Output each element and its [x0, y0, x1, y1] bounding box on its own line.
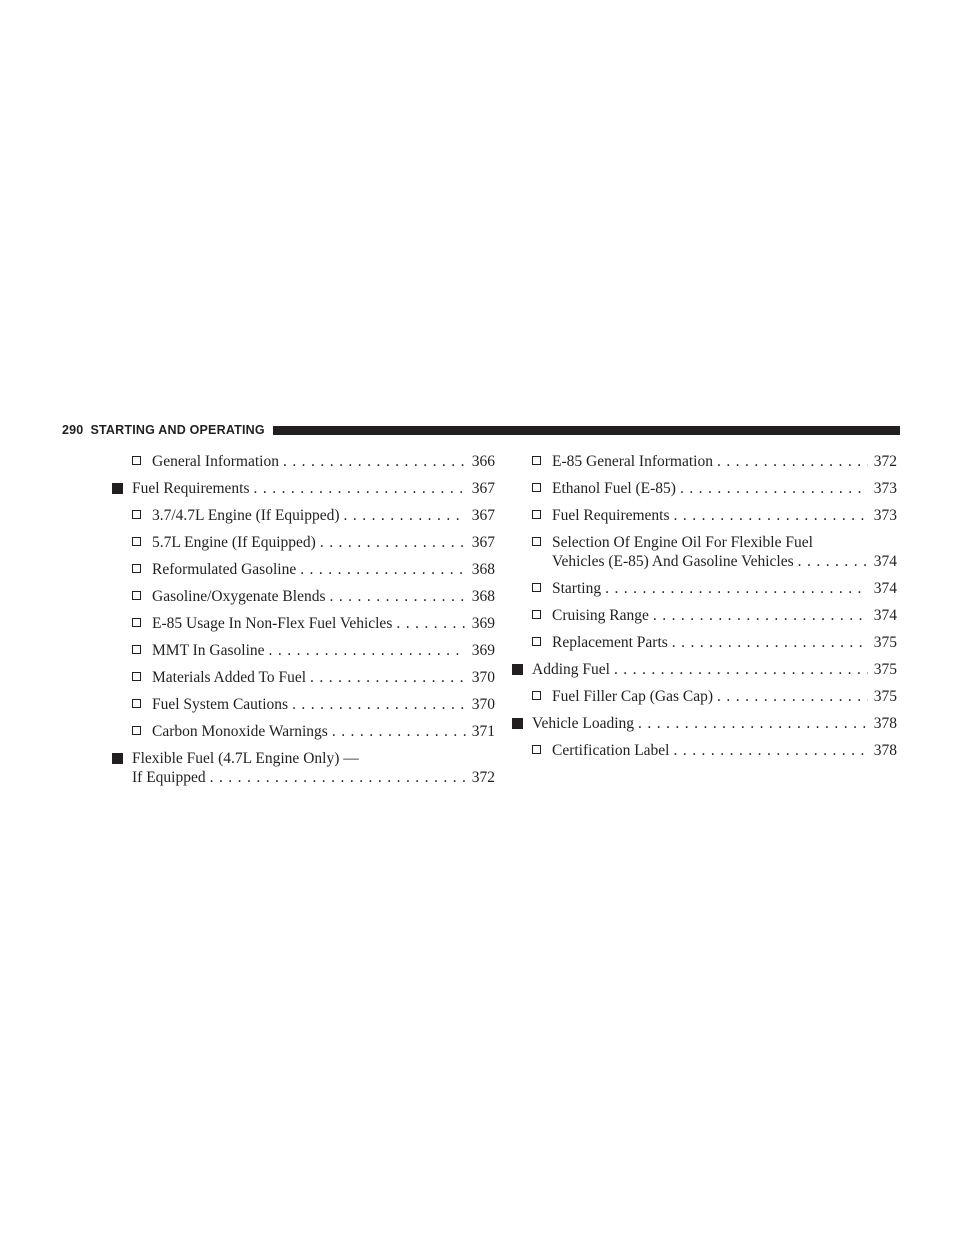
- dot-leader: [614, 660, 868, 679]
- open-square-bullet-icon: [132, 645, 141, 654]
- toc-subsection-entry[interactable]: [132, 506, 495, 525]
- toc-subsection-entry[interactable]: [132, 641, 495, 660]
- dot-leader: [292, 695, 466, 714]
- toc-subsection-entry[interactable]: [132, 560, 495, 579]
- toc-column-left: [112, 452, 495, 795]
- toc-entry-page-number: 367: [471, 480, 495, 497]
- toc-entry-label: 5.7L Engine (If Equipped): [152, 534, 316, 551]
- dot-leader: [674, 506, 868, 525]
- toc-section-entry[interactable]: [512, 660, 897, 679]
- toc-section-entry[interactable]: [112, 479, 495, 498]
- toc-entry-label: Materials Added To Fuel: [152, 669, 307, 686]
- open-square-bullet-icon: [132, 510, 141, 519]
- toc-section-entry[interactable]: [112, 749, 495, 787]
- toc-entry-label: Certification Label: [552, 742, 670, 759]
- toc-entry-label: General Information: [152, 453, 279, 470]
- toc-subsection-entry[interactable]: [532, 606, 897, 625]
- dot-leader: [674, 741, 868, 760]
- toc-entry-label: Cruising Range: [552, 607, 649, 624]
- open-square-bullet-icon: [532, 610, 541, 619]
- toc-subsection-entry[interactable]: [132, 533, 495, 552]
- open-square-bullet-icon: [132, 564, 141, 573]
- toc-entry-page-number: 378: [873, 742, 897, 759]
- toc-subsection-entry[interactable]: [532, 741, 897, 760]
- toc-entry-page-number: 375: [873, 688, 897, 705]
- dot-leader: [798, 552, 868, 571]
- dot-leader: [269, 641, 466, 660]
- toc-subsection-entry[interactable]: [132, 452, 495, 471]
- toc-subsection-entry[interactable]: [532, 579, 897, 598]
- toc-entry-page-number: 369: [471, 642, 495, 659]
- open-square-bullet-icon: [532, 537, 541, 546]
- toc-entry-page-number: 373: [873, 507, 897, 524]
- dot-leader: [638, 714, 868, 733]
- toc-entry-label: Fuel Requirements: [132, 480, 250, 497]
- dot-leader: [344, 506, 466, 525]
- toc-entry-page-number: 367: [471, 507, 495, 524]
- filled-square-bullet-icon: [112, 753, 123, 764]
- toc-subsection-entry[interactable]: [532, 506, 897, 525]
- filled-square-bullet-icon: [512, 718, 523, 729]
- toc-entry-page-number: 378: [873, 715, 897, 732]
- toc-subsection-entry[interactable]: [132, 587, 495, 606]
- dot-leader: [300, 560, 466, 579]
- dot-leader: [396, 614, 465, 633]
- toc-entry-page-number: 370: [471, 669, 495, 686]
- toc-entry-page-number: 373: [873, 480, 897, 497]
- open-square-bullet-icon: [532, 637, 541, 646]
- open-square-bullet-icon: [532, 510, 541, 519]
- toc-subsection-entry[interactable]: [132, 695, 495, 714]
- header-rule: [273, 426, 900, 435]
- toc-subsection-entry[interactable]: [532, 533, 897, 571]
- toc-entry-label: Fuel System Cautions: [152, 696, 289, 713]
- toc-entry-page-number: 368: [471, 588, 495, 605]
- toc-entry-label: Fuel Filler Cap (Gas Cap): [552, 688, 714, 705]
- toc-entry-label: E-85 Usage In Non-Flex Fuel Vehicles: [152, 615, 393, 632]
- open-square-bullet-icon: [132, 672, 141, 681]
- open-square-bullet-icon: [132, 726, 141, 735]
- filled-square-bullet-icon: [112, 483, 123, 494]
- dot-leader: [210, 768, 466, 787]
- dot-leader: [680, 479, 868, 498]
- toc-entry-page-number: 374: [873, 553, 897, 570]
- open-square-bullet-icon: [532, 483, 541, 492]
- page-header: [62, 422, 900, 438]
- dot-leader: [283, 452, 466, 471]
- dot-leader: [310, 668, 466, 687]
- toc-entry-label: Gasoline/Oxygenate Blends: [152, 588, 326, 605]
- dot-leader: [329, 587, 465, 606]
- toc-entry-label: If Equipped: [132, 769, 206, 786]
- toc-entry-page-number: 375: [873, 661, 897, 678]
- toc-entry-page-number: 372: [873, 453, 897, 470]
- open-square-bullet-icon: [532, 745, 541, 754]
- toc-entry-label: Adding Fuel: [532, 661, 610, 678]
- filled-square-bullet-icon: [512, 664, 523, 675]
- toc-entry-page-number: 374: [873, 607, 897, 624]
- toc-entry-page-number: 369: [471, 615, 495, 632]
- open-square-bullet-icon: [132, 537, 141, 546]
- dot-leader: [332, 722, 466, 741]
- toc-subsection-entry[interactable]: [532, 479, 897, 498]
- toc-entry-page-number: 375: [873, 634, 897, 651]
- dot-leader: [605, 579, 868, 598]
- open-square-bullet-icon: [532, 691, 541, 700]
- open-square-bullet-icon: [532, 583, 541, 592]
- toc-entry-page-number: 372: [471, 769, 495, 786]
- toc-entry-label: E-85 General Information: [552, 453, 713, 470]
- toc-entry-page-number: 370: [471, 696, 495, 713]
- dot-leader: [672, 633, 868, 652]
- dot-leader: [717, 452, 868, 471]
- toc-entry-label: Vehicle Loading: [532, 715, 635, 732]
- toc-entry-label: Starting: [552, 580, 602, 597]
- open-square-bullet-icon: [132, 618, 141, 627]
- toc-entry-page-number: 368: [471, 561, 495, 578]
- page-number: 290: [62, 423, 84, 437]
- open-square-bullet-icon: [132, 456, 141, 465]
- toc-entry-page-number: 371: [471, 723, 495, 740]
- open-square-bullet-icon: [532, 456, 541, 465]
- toc-entry-label-line1: Flexible Fuel (4.7L Engine Only) —: [132, 750, 359, 767]
- toc-column-right: [532, 452, 897, 768]
- toc-subsection-entry[interactable]: [532, 452, 897, 471]
- toc-subsection-entry[interactable]: [532, 633, 897, 652]
- toc-entry-page-number: 367: [471, 534, 495, 551]
- toc-entry-page-number: 366: [471, 453, 495, 470]
- dot-leader: [254, 479, 466, 498]
- toc-subsection-entry[interactable]: [132, 614, 495, 633]
- toc-subsection-entry[interactable]: [132, 722, 495, 741]
- toc-entry-label: MMT In Gasoline: [152, 642, 265, 659]
- toc-entry-label: Fuel Requirements: [552, 507, 670, 524]
- toc-entry-label: Reformulated Gasoline: [152, 561, 297, 578]
- toc-subsection-entry[interactable]: [532, 687, 897, 706]
- toc-entry-label: Replacement Parts: [552, 634, 668, 651]
- toc-entry-label: 3.7/4.7L Engine (If Equipped): [152, 507, 340, 524]
- toc-entry-label: Carbon Monoxide Warnings: [152, 723, 328, 740]
- toc-entry-label: Ethanol Fuel (E-85): [552, 480, 676, 497]
- dot-leader: [717, 687, 868, 706]
- open-square-bullet-icon: [132, 591, 141, 600]
- toc-entry-page-number: 374: [873, 580, 897, 597]
- open-square-bullet-icon: [132, 699, 141, 708]
- dot-leader: [653, 606, 868, 625]
- toc-section-entry[interactable]: [512, 714, 897, 733]
- toc-entry-label-line1: Selection Of Engine Oil For Flexible Fuel: [552, 534, 813, 551]
- dot-leader: [320, 533, 466, 552]
- toc-entry-label: Vehicles (E-85) And Gasoline Vehicles: [552, 553, 794, 570]
- section-title: STARTING AND OPERATING: [90, 423, 265, 437]
- toc-subsection-entry[interactable]: [132, 668, 495, 687]
